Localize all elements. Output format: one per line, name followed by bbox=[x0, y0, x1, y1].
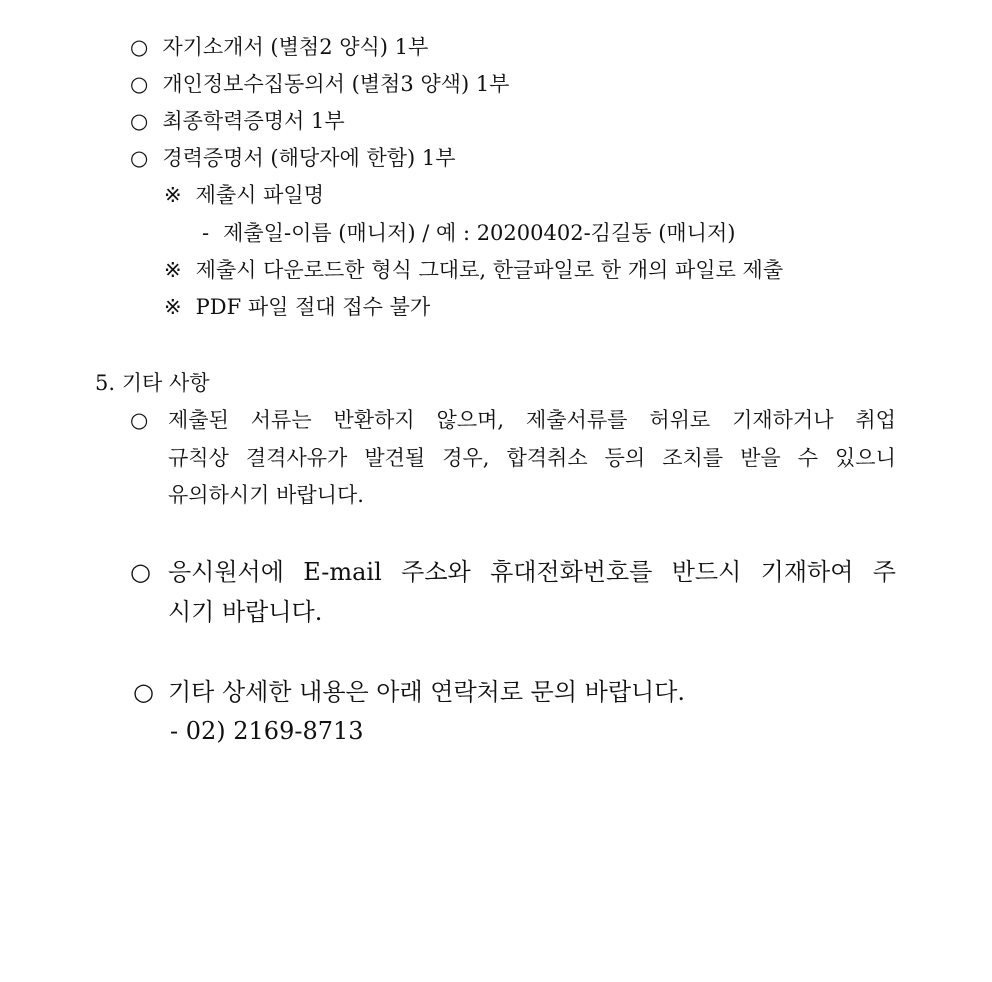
doc-item-text: 경력증명서 (해당자에 한함) 1부 bbox=[162, 146, 456, 170]
doc-item-self-intro bbox=[130, 37, 428, 58]
reference-mark-icon: ※ bbox=[164, 183, 182, 207]
word: 규칙상 bbox=[168, 446, 229, 470]
word: 제출서류를 bbox=[525, 408, 628, 432]
word: 반드시 bbox=[671, 558, 742, 586]
word: 주 bbox=[872, 558, 896, 586]
word: 결격사유가 bbox=[245, 446, 348, 470]
word: 기재하여 bbox=[760, 558, 854, 586]
word: 주소와 bbox=[401, 558, 471, 586]
item1-line2 bbox=[168, 448, 896, 469]
note-filename-format bbox=[202, 223, 735, 244]
item1-line1 bbox=[168, 410, 896, 431]
note-format-rule bbox=[164, 260, 783, 281]
item1-line3: 유의하시기 바랍니다. bbox=[168, 483, 364, 507]
circle-bullet-icon: ○ bbox=[130, 35, 149, 59]
note-text: 제출시 파일명 bbox=[195, 183, 325, 207]
word: 있으니 bbox=[835, 446, 896, 470]
word: E-mail bbox=[303, 558, 382, 586]
doc-item-text: 개인정보수집동의서 (별첨3 양색) 1부 bbox=[162, 72, 510, 96]
doc-item-career-cert bbox=[130, 148, 456, 169]
section-heading: 5. 기타 사항 bbox=[95, 371, 210, 395]
doc-item-text: 자기소개서 (별첨2 양식) 1부 bbox=[162, 35, 429, 59]
word: 받을 bbox=[740, 446, 781, 470]
word: 허위로 bbox=[649, 408, 711, 432]
circle-bullet-icon: ○ bbox=[130, 558, 151, 586]
reference-mark-icon: ※ bbox=[164, 295, 182, 319]
circle-bullet-icon: ○ bbox=[130, 146, 149, 170]
word: 취업 bbox=[855, 408, 896, 432]
item1-bullet bbox=[130, 410, 148, 431]
word: 않으며, bbox=[436, 408, 505, 432]
circle-bullet-icon: ○ bbox=[130, 72, 149, 96]
word: 발견될 bbox=[364, 446, 426, 470]
note-text: PDF 파일 절대 접수 불가 bbox=[195, 295, 431, 319]
word: 조치를 bbox=[662, 446, 724, 470]
note-pdf-rule bbox=[164, 297, 430, 318]
word: 수 bbox=[797, 446, 818, 470]
doc-item-education-cert bbox=[130, 111, 345, 132]
word: 등의 bbox=[604, 446, 646, 470]
word: 반환하지 bbox=[333, 408, 415, 432]
circle-bullet-icon: ○ bbox=[130, 408, 149, 432]
dash-icon: - bbox=[202, 221, 210, 245]
item2-bullet bbox=[130, 560, 151, 584]
circle-bullet-icon: ○ bbox=[133, 678, 154, 706]
word: 서류는 bbox=[250, 408, 312, 432]
doc-item-text: 최종학력증명서 1부 bbox=[162, 109, 345, 133]
contact-phone: - 02) 2169-8713 bbox=[170, 717, 364, 745]
circle-bullet-icon: ○ bbox=[130, 109, 149, 133]
item2-line1 bbox=[168, 560, 896, 584]
note-filename-title bbox=[164, 185, 324, 206]
reference-mark-icon: ※ bbox=[164, 258, 182, 282]
word: 응시원서에 bbox=[168, 558, 284, 586]
doc-item-privacy-consent bbox=[130, 74, 509, 95]
note-text: 제출시 다운로드한 형식 그대로, 한글파일로 한 개의 파일로 제출 bbox=[195, 258, 784, 282]
item3-line1 bbox=[133, 680, 685, 704]
word: 휴대전화번호를 bbox=[490, 558, 653, 586]
note-text: 제출일-이름 (매니저) / 예 : 20200402-김길동 (매니저) bbox=[223, 221, 736, 245]
item3-text: 기타 상세한 내용은 아래 연락처로 문의 바랍니다. bbox=[167, 678, 686, 706]
word: 합격취소 bbox=[506, 446, 588, 470]
item2-line2: 시기 바랍니다. bbox=[168, 598, 323, 626]
word: 제출된 bbox=[168, 408, 229, 432]
word: 기재하거나 bbox=[732, 408, 834, 432]
word: 경우, bbox=[442, 446, 490, 470]
